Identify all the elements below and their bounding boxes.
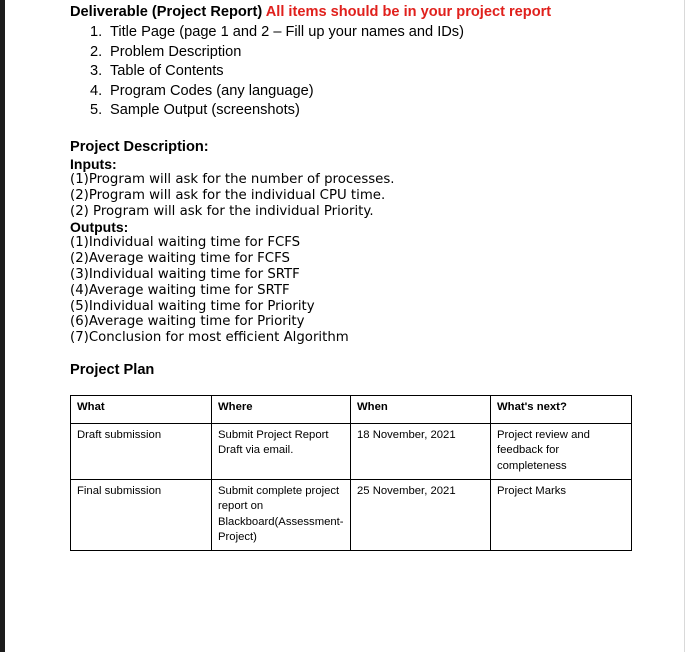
table-cell: 18 November, 2021 [351, 424, 491, 480]
list-item [90, 43, 464, 63]
list-item [90, 23, 464, 43]
table-cell: Submit Project Report Draft via email. [212, 424, 351, 480]
list-item-number: 2. [90, 43, 103, 60]
list-item: (2)Average waiting time for FCFS [70, 250, 290, 266]
list-item: (7)Conclusion for most efficient Algorithm [70, 330, 349, 346]
header-when: When [351, 396, 491, 424]
list-item-text: Sample Output (screenshots) [110, 102, 300, 119]
list-item: (4)Average waiting time for SRTF [70, 282, 290, 298]
list-item: (6)Average waiting time for Priority [70, 314, 305, 330]
list-item-text: Problem Description [110, 43, 242, 60]
list-item-text: Title Page (page 1 and 2 – Fill up your names and IDs) [110, 24, 464, 40]
list-item: (5)Individual waiting time for Priority [70, 298, 315, 314]
inputs-list [70, 172, 395, 220]
outputs-list [70, 235, 349, 346]
outputs-label: Outputs: [70, 219, 129, 235]
table-cell: Final submission [71, 480, 212, 551]
list-item-text: Program Codes (any language) [110, 82, 314, 99]
list-item: (1)Individual waiting time for FCFS [70, 235, 301, 250]
table-cell: 25 November, 2021 [351, 480, 491, 551]
deliverable-heading-red: All items should be in your project report [265, 4, 552, 20]
table-row [71, 424, 632, 480]
list-item [90, 62, 464, 82]
list-item-number: 1. [90, 24, 103, 40]
header-whats-next: What's next? [491, 396, 632, 424]
table-header-row [71, 396, 632, 424]
header-what: What [71, 396, 212, 424]
project-plan-table [70, 395, 632, 551]
left-edge-border [0, 0, 5, 652]
deliverable-heading-bold: Deliverable (Project Report) [70, 4, 263, 20]
table-cell: Project review and feedback for completeness [491, 424, 632, 480]
list-item [90, 101, 464, 121]
project-plan-title: Project Plan [70, 362, 155, 378]
inputs-label: Inputs: [70, 156, 117, 172]
deliverables-list [90, 23, 464, 121]
table-row [71, 480, 632, 551]
list-item: (3)Individual waiting time for SRTF [70, 266, 300, 282]
header-where: Where [212, 396, 351, 424]
list-item [90, 82, 464, 102]
right-edge-line [684, 0, 685, 652]
list-item-number: 5. [90, 102, 103, 119]
deliverable-heading [70, 4, 551, 20]
project-description-title: Project Description: [70, 139, 209, 155]
list-item-number: 4. [90, 82, 103, 99]
list-item: (1)Program will ask for the number of processes. [70, 172, 395, 187]
table-cell: Project Marks [491, 480, 632, 551]
list-item-number: 3. [90, 63, 103, 80]
table-cell: Submit complete project report on Blackboard(Assessment-Project) [212, 480, 351, 551]
list-item: (2)Program will ask for the individual CPU time. [70, 187, 386, 203]
list-item-text: Table of Contents [110, 63, 224, 80]
table-cell: Draft submission [71, 424, 212, 480]
list-item: (2) Program will ask for the individual Priority. [70, 203, 374, 219]
